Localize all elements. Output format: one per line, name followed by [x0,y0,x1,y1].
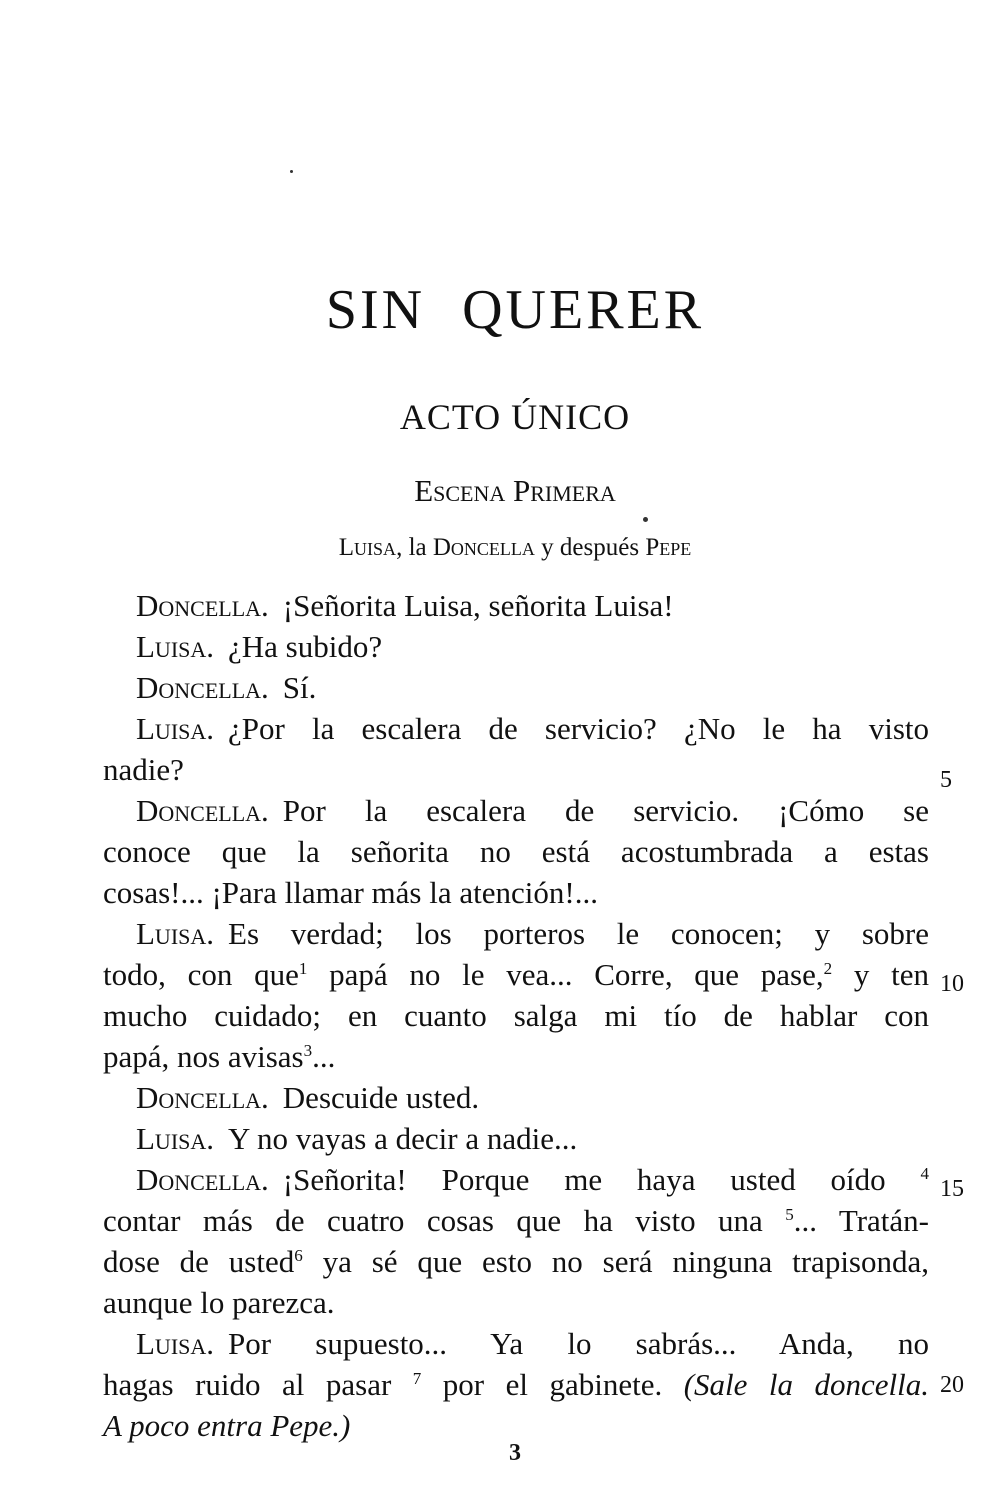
print-speck [290,170,293,173]
footnote-marker: 7 [412,1368,422,1388]
speech: conoce que la señorita no está acostumbrada a estas [103,834,929,869]
speech: cosas!... ¡Para llamar más la atención!... [103,875,598,910]
speech: ¡Señorita Luisa, señorita Luisa! [282,588,674,623]
dialogue-text [103,585,929,1446]
text-line [103,831,929,872]
speech: Sí. [282,670,317,705]
text-line [103,995,929,1036]
text-line [103,626,929,667]
footnote-marker: 6 [294,1245,303,1265]
speech: y ten [853,957,930,992]
speech: Por supuesto... Ya lo sabrás... Anda, no [228,1326,929,1361]
speech: Es verdad; los porteros le conocen; y sobre [228,916,929,951]
speech: hagas ruido al pasar [103,1367,392,1402]
text-line [103,872,929,913]
speech: ... [312,1039,336,1074]
speaker-name: Doncella. [136,1162,269,1197]
speaker-name: Luisa. [136,916,215,951]
text-line [103,1036,929,1077]
line-number: 10 [940,971,964,997]
scene-heading: Escena Primera [414,473,616,508]
speech: todo, con que [103,957,299,992]
speaker-name: Doncella. [136,588,269,623]
text-line [103,1077,929,1118]
speech: ¡Señorita! Porque me haya usted oído [282,1162,886,1197]
speaker-name: Doncella. [136,670,269,705]
print-speck [643,517,648,522]
text-line [103,913,929,954]
speech: ... Tratán- [793,1203,929,1238]
speaker-name: Doncella. [136,1080,269,1115]
speech: ¿Por la escalera de servicio? ¿No le ha visto [228,711,929,746]
text-line [103,1282,929,1323]
speech: mucho cuidado; en cuanto salga mi tío de hablar con [103,998,929,1033]
footnote-marker: 2 [823,958,833,978]
speech: ¿Ha subido? [228,629,383,664]
footnote-marker: 3 [303,1040,313,1060]
footnote-marker: 4 [920,1163,929,1183]
text-line [103,954,929,995]
footnote-marker: 1 [298,958,308,978]
line-number: 15 [940,1176,964,1202]
text-line [103,1323,929,1364]
text-line [103,1241,929,1282]
speaker-name: Luisa. [136,1121,215,1156]
text-line [103,790,929,831]
cast-list [0,534,1000,562]
speech: Descuide usted. [282,1080,480,1115]
cast-separator: y después [534,534,646,561]
text-line [103,667,929,708]
cast-pepe: Pepe [645,534,692,561]
speech: Por la escalera de servicio. ¡Cómo se [282,793,929,828]
speech: aunque lo parezca. [103,1285,335,1320]
footnote-marker: 5 [785,1204,794,1224]
line-number: 5 [940,767,952,793]
text-line [103,708,929,749]
speech: contar más de cuatro cosas que ha visto una [103,1203,763,1238]
speech: ya sé que esto no será ninguna trapisonda, [322,1244,930,1279]
act-heading: ACTO ÚNICO [399,397,631,437]
speech: nadie? [103,752,184,787]
text-line [103,1200,929,1241]
speaker-name: Luisa. [136,1326,215,1361]
stage-direction: (Sale la doncella. [683,1367,930,1402]
line-number: 20 [940,1372,964,1398]
page-number: 3 [509,1440,521,1466]
speech: por el gabinete. [442,1367,663,1402]
text-line [103,585,929,626]
stage-direction: A poco entra Pepe.) [103,1408,351,1443]
text-line [103,749,929,790]
cast-luisa: Luisa [338,534,397,561]
cast-separator: , la [396,534,433,561]
speech: dose de usted [103,1244,295,1279]
speaker-name: Luisa. [136,629,215,664]
cast-doncella: Doncella [432,534,535,561]
text-line [103,1364,929,1405]
speech: papá, nos avisas [103,1039,304,1074]
speaker-name: Doncella. [136,793,269,828]
speaker-name: Luisa. [136,711,215,746]
speech: papá no le vea... Corre, que pase, [329,957,824,992]
text-line [103,1159,929,1200]
speech: Y no vayas a decir a nadie... [228,1121,578,1156]
play-title: SIN QUERER [325,279,705,341]
text-line [103,1118,929,1159]
